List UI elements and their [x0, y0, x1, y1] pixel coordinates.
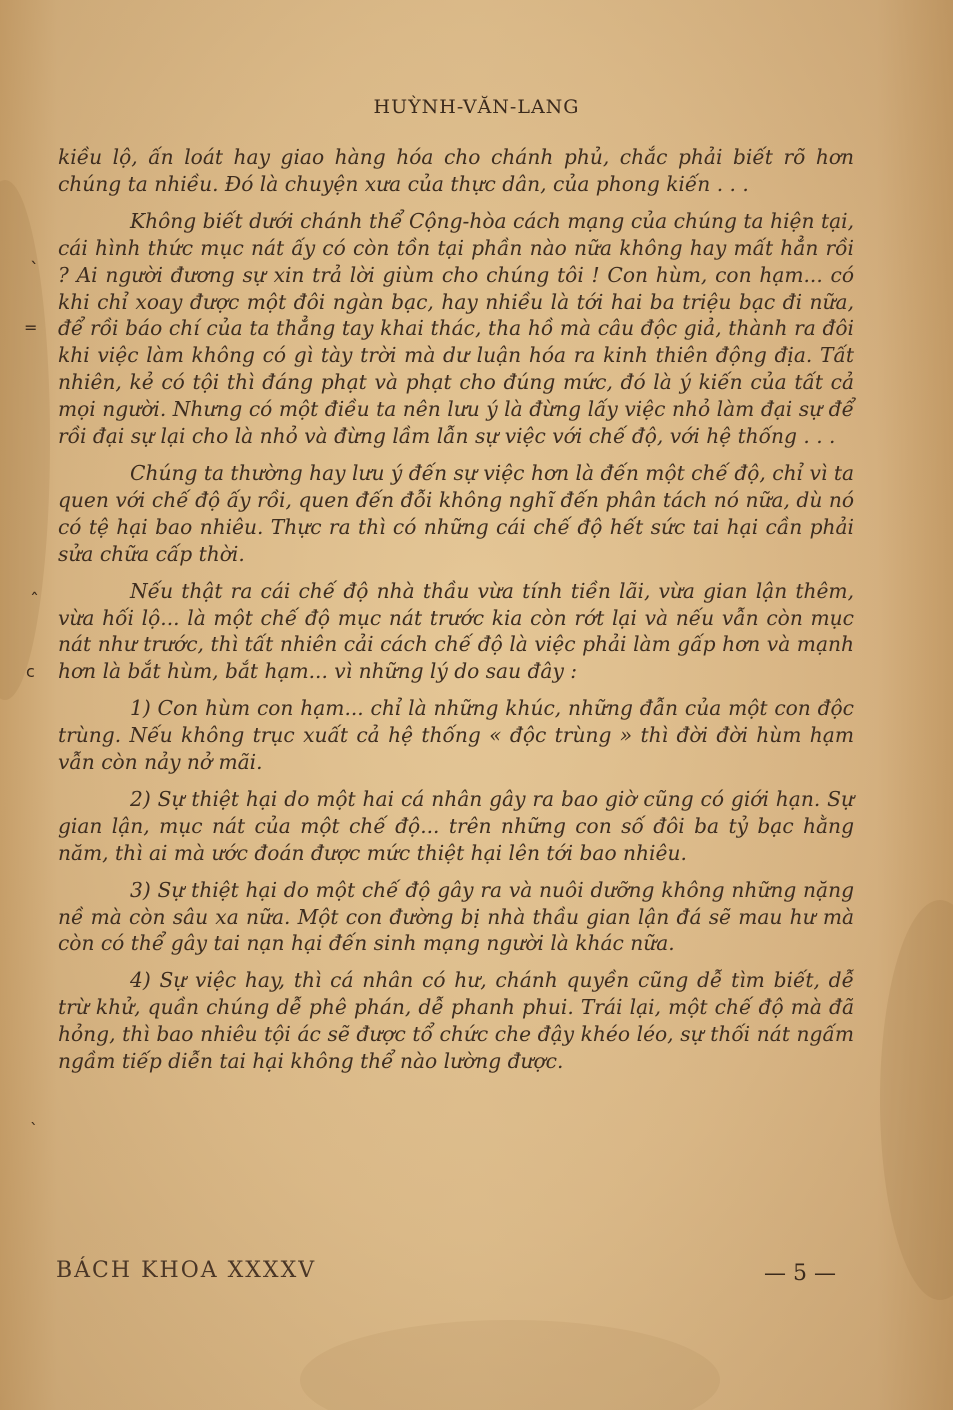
magazine-title: BÁCH KHOA XXXXV: [56, 1258, 317, 1283]
margin-mark: ˎ: [30, 244, 39, 265]
margin-mark: ˎ: [30, 1106, 38, 1125]
page-header: HUỲNH-VĂN-LANG: [373, 96, 580, 118]
paper-stain: [0, 180, 50, 700]
margin-mark: =: [24, 318, 38, 337]
paragraph: Không biết dưới chánh thể Cộng-hòa cách mạng của chúng ta hiện tại, cái hình thức mục nát ấy có còn tồn tại phần nào nữa không hay mất hẳn rồi ? Ai người đương sự xin trả lời giùm cho chúng tôi ! Con hùm, con hạm... có khi chỉ xoay được một đôi ngàn bạc, hay nhiều là tới hai ba triệu bạc đi nữa, để rồi báo chí của ta thẳng tay khai thác, tha hồ mà câu độc giả, thành ra đôi khi việc làm không có gì tày trời mà dư luận hóa ra kinh thiên động địa. Tất nhiên, kẻ có tội thì đáng phạt và phạt cho đúng mức, đó là ý kiến của tất cả mọi người. Nhưng có một điều ta nên lưu ý là đừng lấy việc nhỏ làm đại sự để rồi đại sự lại cho là nhỏ và đừng lầm lẫn sự việc với chế độ, với hệ thống . . .: [58, 208, 854, 449]
margin-mark: c: [26, 662, 35, 681]
article-body: [58, 144, 854, 1075]
page-number: — 5 —: [764, 1261, 836, 1286]
list-item: 1) Con hùm con hạm... chỉ là những khúc, những đẫn của một con độc trùng. Nếu không trục xuất cả hệ thống « độc trùng » thì đời đời hùm hạm vẫn còn nảy nở mãi.: [58, 696, 854, 775]
list-item: 3) Sự thiệt hại do một chế độ gây ra và nuôi dưỡng không những nặng nề mà còn sâu xa nữa. Một con đường bị nhà thầu gian lận đá sẽ mau hư mà còn có thể gây tai nạn hại đến sinh mạng người là khác nữa.: [58, 877, 854, 956]
margin-mark: ˆ: [30, 590, 39, 611]
paper-stain: [300, 1320, 720, 1410]
paragraph: kiều lộ, ấn loát hay giao hàng hóa cho chánh phủ, chắc phải biết rõ hơn chúng ta nhiều. Đó là chuyện xưa của thực dân, của phong kiến . . .: [58, 145, 854, 196]
paper-stain: [880, 900, 953, 1300]
list-item: 4) Sự việc hay, thì cá nhân có hư, chánh quyền cũng dễ tìm biết, dễ trừ khử, quần chúng dễ phê phán, dễ phanh phui. Trái lại, một chế độ mà đã hỏng, thì bao nhiêu tội ác sẽ được tổ chức che đậy khéo léo, sự thối nát ngấm ngầm tiếp diễn tai hại không thể nào lường được.: [58, 968, 854, 1074]
paragraph: Nếu thật ra cái chế độ nhà thầu vừa tính tiền lãi, vừa gian lận thêm, vừa hối lộ... là một chế độ mục nát trước kia còn rớt lại và nếu vẫn còn mục nát như trước, thì tất nhiên cải cách chế độ là việc phải làm gấp hơn và mạnh hơn là bắt hùm, bắt hạm... vì những lý do sau đây :: [58, 578, 854, 684]
list-item: 2) Sự thiệt hại do một hai cá nhân gây ra bao giờ cũng có giới hạn. Sự gian lận, mục nát của một chế độ... trên những con số đôi ba tỷ bạc hằng năm, thì ai mà ước đoán được mức thiệt hại lên tới bao nhiêu.: [58, 786, 854, 865]
paragraph: Chúng ta thường hay lưu ý đến sự việc hơn là đến một chế độ, chỉ vì ta quen với chế độ ấy rồi, quen đến đỗi không nghĩ đến phân tách nó nữa, dù nó có tệ hại bao nhiêu. Thực ra thì có những cái chế độ hết sức tai hại cần phải sửa chữa cấp thời.: [58, 460, 854, 566]
